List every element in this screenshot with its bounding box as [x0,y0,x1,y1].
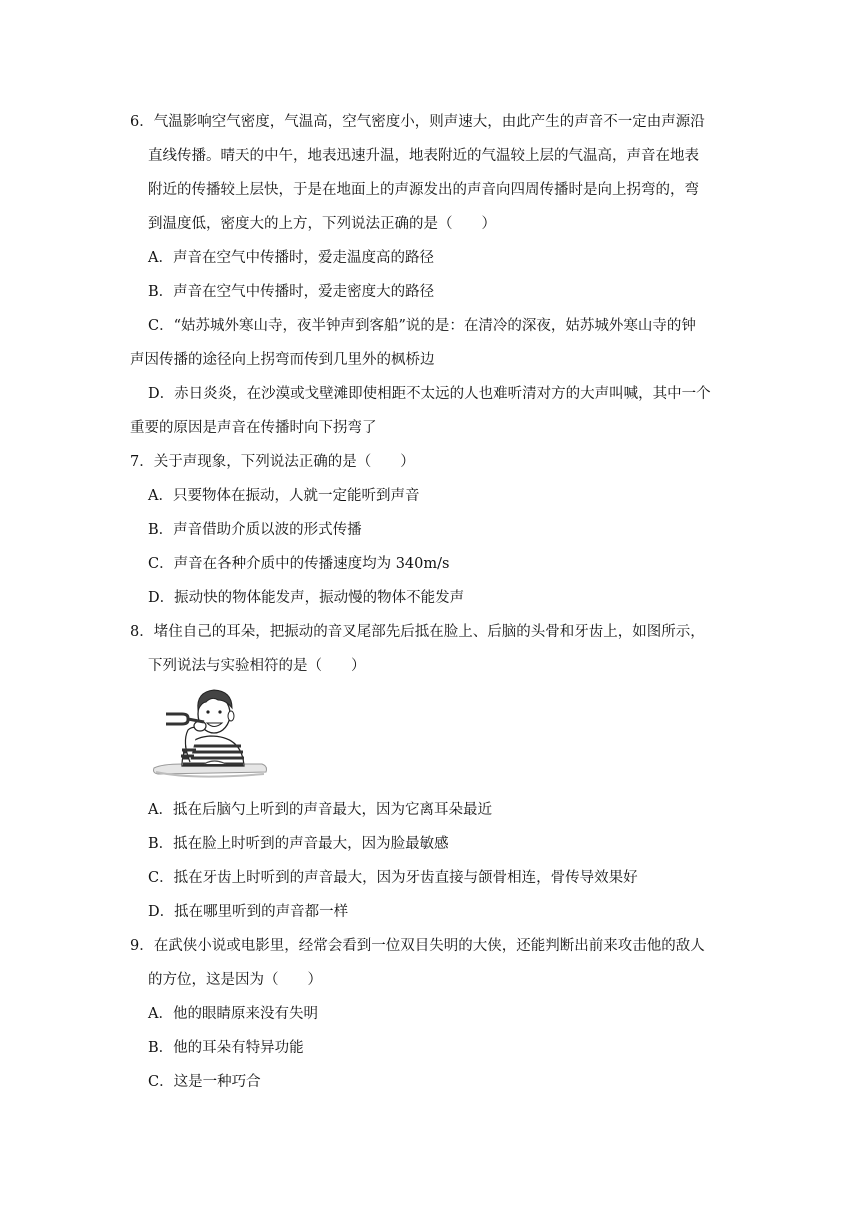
q8-stem-line-2: 下列说法与实验相符的是（ ） [148,658,366,674]
q7-option-d: D．振动快的物体能发声，振动慢的物体不能发声 [148,590,465,606]
q9-option-c: C．这是一种巧合 [148,1074,261,1090]
q8-option-d: D．抵在哪里听到的声音都一样 [148,904,349,920]
q9-stem-line-2: 的方位，这是因为（ ） [148,972,322,988]
q7-stem: 7．关于声现象，下列说法正确的是（ ） [130,454,415,470]
q7-option-b: B．声音借助介质以波的形式传播 [148,522,362,538]
q6-stem-line-1: 6．气温影响空气密度，气温高，空气密度小，则声速大，由此产生的声音不一定由声源沿 [130,114,705,130]
q8-option-c: C．抵在牙齿上时听到的声音最大，因为牙齿直接与颌骨相连，骨传导效果好 [148,870,638,886]
q6-stem-line-3: 附近的传播较上层快，于是在地面上的声源发出的声音向四周传播时是向上拐弯的，弯 [148,182,699,198]
q6-option-c-line-2: 声因传播的途径向上拐弯而传到几里外的枫桥边 [130,352,435,368]
q9-option-a: A．他的眼睛原来没有失明 [148,1006,318,1022]
q6-option-d-line-2: 重要的原因是声音在传播时向下拐弯了 [130,420,377,436]
q8-option-a: A．抵在后脑勺上听到的声音最大，因为它离耳朵最近 [148,802,492,818]
q9-option-b: B．他的耳朵有特异功能 [148,1040,304,1056]
q6-option-c-line-1: C．“姑苏城外寒山寺，夜半钟声到客船”说的是：在清冷的深夜，姑苏城外寒山寺的钟 [148,318,696,334]
q9-stem-line-1: 9．在武侠小说或电影里，经常会看到一位双目失明的大侠，还能判断出前来攻击他的敌人 [130,938,705,954]
q7-option-c: C．声音在各种介质中的传播速度均为 340m/s [148,556,450,572]
q8-stem-line-1: 8．堵住自己的耳朵，把振动的音叉尾部先后抵在脸上、后脑的头骨和牙齿上，如图所示， [130,624,705,640]
q6-option-a: A．声音在空气中传播时，爱走温度高的路径 [148,250,434,266]
q7-option-a: A．只要物体在振动，人就一定能听到声音 [148,488,420,504]
q6-option-b: B．声音在空气中传播时，爱走密度大的路径 [148,284,435,300]
q6-option-d-line-1: D．赤日炎炎，在沙漠或戈壁滩即使相距不太远的人也难听清对方的大声叫喊，其中一个 [148,386,711,402]
q6-stem-line-2: 直线传播。晴天的中午，地表迅速升温，地表附近的气温较上层的气温高，声音在地表 [148,148,699,164]
tuning-fork-figure [152,680,270,784]
q6-stem-line-4: 到温度低，密度大的上方，下列说法正确的是（ ） [148,216,496,232]
q8-option-b: B．抵在脸上时听到的声音最大，因为脸最敏感 [148,836,449,852]
